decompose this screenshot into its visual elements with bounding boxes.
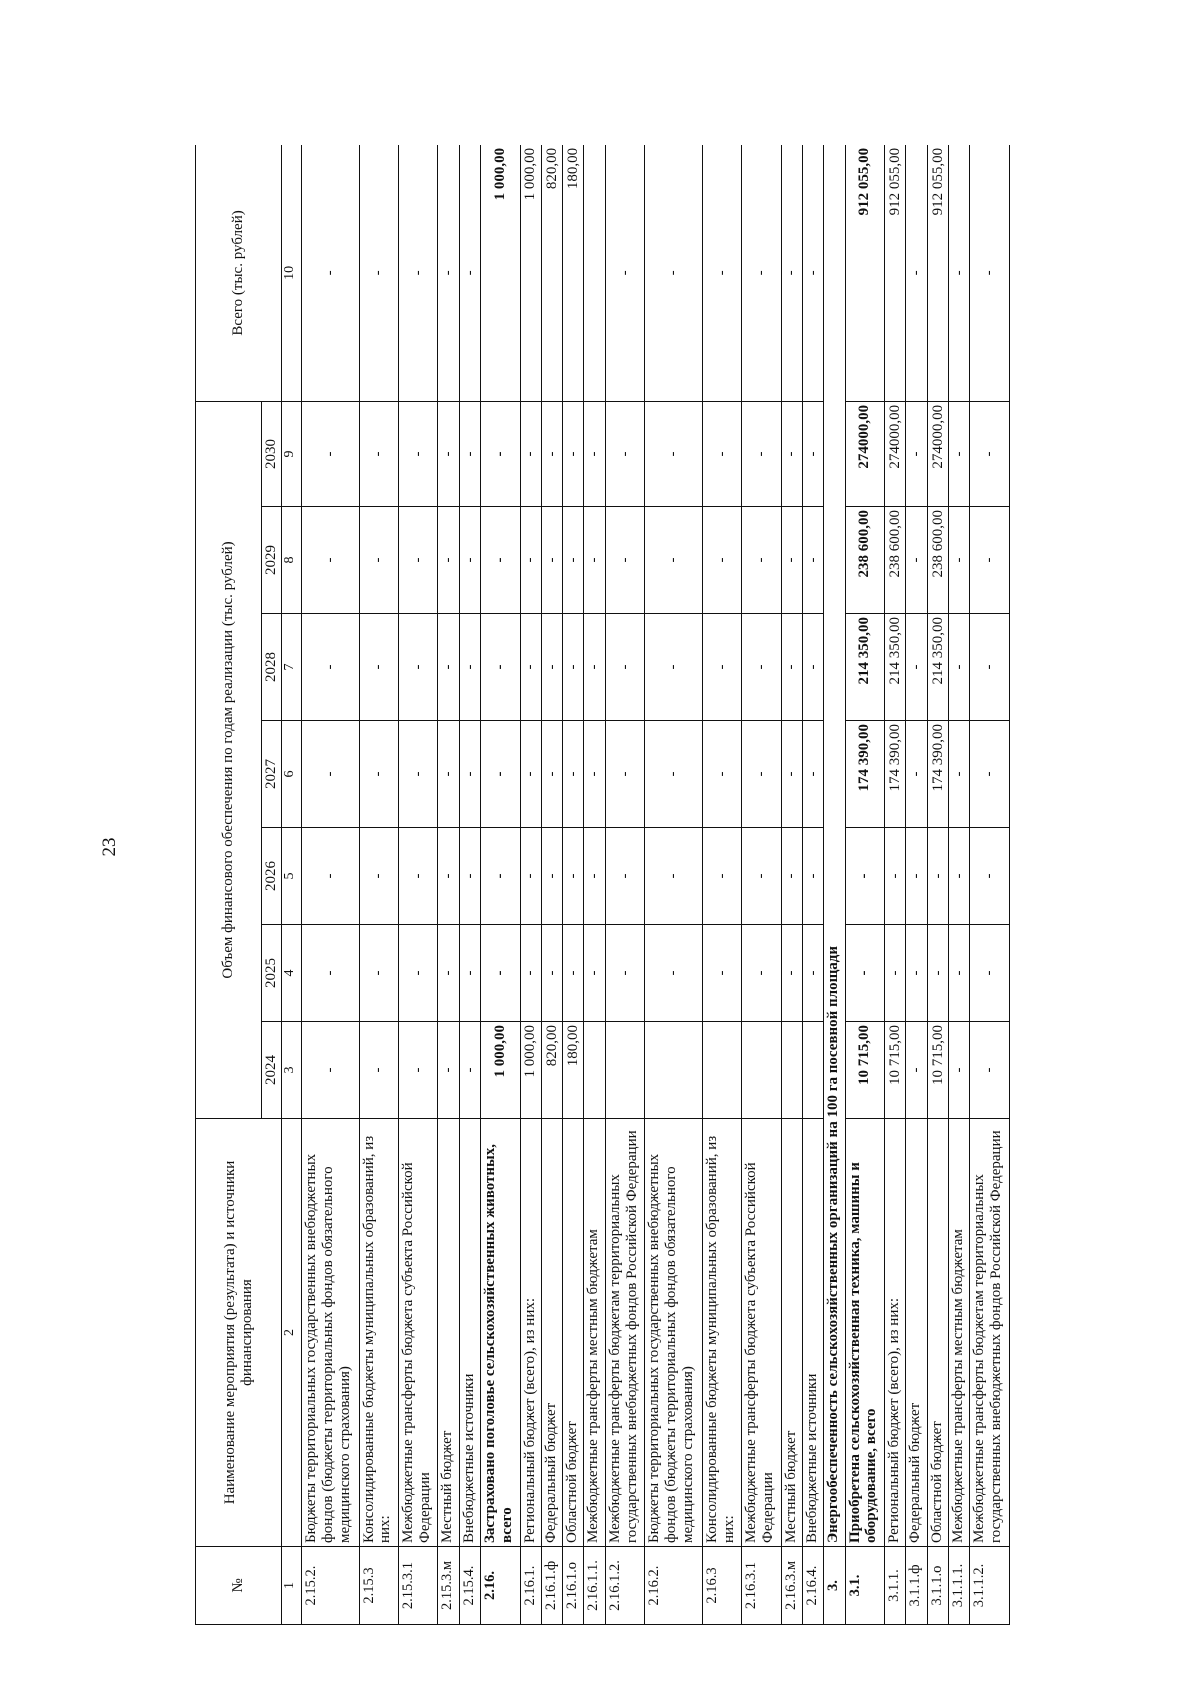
row-code: 2.15.3.м bbox=[438, 1547, 459, 1625]
header-year: 2025 bbox=[262, 925, 282, 1022]
year-value: - bbox=[481, 721, 520, 828]
row-code: 2.16.2. bbox=[645, 1547, 703, 1625]
year-value: - bbox=[802, 721, 823, 828]
total-value: - bbox=[702, 145, 741, 401]
year-value: - bbox=[645, 925, 703, 1022]
year-value: - bbox=[927, 925, 948, 1022]
header-total: Всего (тыс. рублей) bbox=[196, 145, 282, 401]
total-value: - bbox=[398, 145, 437, 401]
column-number: 10 bbox=[282, 145, 302, 401]
year-value: 180,00 bbox=[563, 1022, 584, 1119]
year-value: - bbox=[359, 614, 398, 721]
table-body bbox=[302, 145, 1010, 1625]
year-value: - bbox=[563, 721, 584, 828]
total-value: - bbox=[970, 145, 1010, 401]
year-value: - bbox=[584, 507, 605, 614]
year-value: - bbox=[906, 507, 927, 614]
row-name: Областной бюджет bbox=[563, 1119, 584, 1547]
year-value: - bbox=[645, 614, 703, 721]
row-code: 2.16.1.ф bbox=[541, 1547, 562, 1625]
column-number: 8 bbox=[282, 507, 302, 614]
row-code: 3.1.1.ф bbox=[906, 1547, 927, 1625]
year-value: - bbox=[541, 614, 562, 721]
total-value: - bbox=[949, 145, 970, 401]
table-row bbox=[481, 145, 520, 1625]
year-value: - bbox=[605, 507, 644, 614]
column-number: 3 bbox=[282, 1022, 302, 1119]
year-value: - bbox=[359, 925, 398, 1022]
year-value: - bbox=[563, 401, 584, 506]
year-value: - bbox=[906, 1022, 927, 1119]
year-value bbox=[605, 1022, 644, 1119]
total-value: - bbox=[906, 145, 927, 401]
row-name: Застраховано поголовье сельскохозяйственных животных, всего bbox=[481, 1119, 520, 1547]
row-code: 2.16.1.о bbox=[563, 1547, 584, 1625]
total-value: 912 055,00 bbox=[885, 145, 906, 401]
year-value: - bbox=[742, 828, 781, 925]
year-value: 214 350,00 bbox=[927, 614, 948, 721]
year-value bbox=[742, 1022, 781, 1119]
row-code: 2.15.4. bbox=[459, 1547, 480, 1625]
year-value: - bbox=[742, 614, 781, 721]
table-row bbox=[359, 145, 398, 1625]
year-value bbox=[702, 1022, 741, 1119]
year-value: 10 715,00 bbox=[845, 1022, 884, 1119]
row-name: Межбюджетные трансферты бюджетам территориальных государственных внебюджетных фондов Российской Федерации bbox=[605, 1119, 644, 1547]
year-value: - bbox=[906, 828, 927, 925]
year-value: - bbox=[781, 614, 802, 721]
table-row bbox=[949, 145, 970, 1625]
row-name: Местный бюджет bbox=[781, 1119, 802, 1547]
year-value: - bbox=[742, 507, 781, 614]
year-value: - bbox=[949, 925, 970, 1022]
row-code: 3.1.1.1. bbox=[949, 1547, 970, 1625]
year-value: - bbox=[927, 828, 948, 925]
column-number: 4 bbox=[282, 925, 302, 1022]
header-year: 2030 bbox=[262, 401, 282, 506]
year-value: - bbox=[906, 401, 927, 506]
column-number: 5 bbox=[282, 828, 302, 925]
year-value: 214 350,00 bbox=[845, 614, 884, 721]
total-value: - bbox=[438, 145, 459, 401]
total-value: 912 055,00 bbox=[845, 145, 884, 401]
year-value: 10 715,00 bbox=[927, 1022, 948, 1119]
table-row bbox=[802, 145, 823, 1625]
year-value: - bbox=[459, 507, 480, 614]
year-value: - bbox=[520, 925, 541, 1022]
row-name: Бюджеты территориальных государственных внебюджетных фондов (бюджеты территориальных фондов обязательного медицинского страхования) bbox=[645, 1119, 703, 1547]
year-value: - bbox=[742, 721, 781, 828]
year-value: - bbox=[949, 721, 970, 828]
year-value: - bbox=[438, 925, 459, 1022]
year-value: - bbox=[302, 925, 360, 1022]
year-value: - bbox=[438, 401, 459, 506]
year-value: - bbox=[702, 401, 741, 506]
year-value: - bbox=[481, 401, 520, 506]
table-row bbox=[520, 145, 541, 1625]
year-value: - bbox=[398, 614, 437, 721]
year-value: - bbox=[438, 614, 459, 721]
table-rotator bbox=[195, 145, 1010, 1625]
year-value: 274000,00 bbox=[885, 401, 906, 506]
year-value: - bbox=[563, 507, 584, 614]
year-value: 238 600,00 bbox=[927, 507, 948, 614]
year-value: - bbox=[398, 401, 437, 506]
section-title: Энергообеспеченность сельскохозяйственных организаций на 100 га посевной площади bbox=[824, 145, 845, 1547]
year-value: - bbox=[781, 721, 802, 828]
year-value: - bbox=[584, 721, 605, 828]
row-code: 2.16.3 bbox=[702, 1547, 741, 1625]
row-code: 3.1.1.о bbox=[927, 1547, 948, 1625]
table-row bbox=[845, 145, 884, 1625]
year-value: 10 715,00 bbox=[885, 1022, 906, 1119]
year-value: 174 390,00 bbox=[885, 721, 906, 828]
table-row bbox=[438, 145, 459, 1625]
total-value: 1 000,00 bbox=[481, 145, 520, 401]
total-value: 1 000,00 bbox=[520, 145, 541, 401]
year-value: - bbox=[970, 925, 1010, 1022]
year-value: - bbox=[802, 401, 823, 506]
year-value: - bbox=[398, 828, 437, 925]
column-number: 1 bbox=[282, 1547, 302, 1625]
total-value: - bbox=[605, 145, 644, 401]
row-code: 2.16.3.м bbox=[781, 1547, 802, 1625]
year-value: - bbox=[459, 925, 480, 1022]
year-value bbox=[584, 1022, 605, 1119]
row-name: Межбюджетные трансферты местным бюджетам bbox=[584, 1119, 605, 1547]
year-value: - bbox=[702, 828, 741, 925]
year-value: - bbox=[302, 507, 360, 614]
year-value: - bbox=[885, 925, 906, 1022]
row-code: 3.1.1. bbox=[885, 1547, 906, 1625]
year-value: - bbox=[359, 721, 398, 828]
year-value: - bbox=[949, 614, 970, 721]
year-value: - bbox=[885, 828, 906, 925]
year-value: - bbox=[541, 925, 562, 1022]
year-value: - bbox=[605, 828, 644, 925]
year-value: - bbox=[481, 925, 520, 1022]
year-value: - bbox=[438, 1022, 459, 1119]
year-value: - bbox=[459, 721, 480, 828]
table-row bbox=[459, 145, 480, 1625]
year-value: - bbox=[845, 925, 884, 1022]
year-value: - bbox=[906, 614, 927, 721]
row-code: 2.15.2. bbox=[302, 1547, 360, 1625]
year-value: 1 000,00 bbox=[481, 1022, 520, 1119]
year-value: - bbox=[302, 828, 360, 925]
year-value: - bbox=[302, 401, 360, 506]
total-value: - bbox=[781, 145, 802, 401]
year-value: - bbox=[359, 828, 398, 925]
year-value: - bbox=[302, 614, 360, 721]
row-name: Межбюджетные трансферты бюджета субъекта Российской Федерации bbox=[742, 1119, 781, 1547]
year-value: - bbox=[970, 507, 1010, 614]
year-value: - bbox=[781, 507, 802, 614]
year-value: - bbox=[970, 614, 1010, 721]
year-value: - bbox=[563, 614, 584, 721]
year-value: - bbox=[605, 614, 644, 721]
table-row bbox=[702, 145, 741, 1625]
year-value: - bbox=[605, 401, 644, 506]
table-row bbox=[970, 145, 1010, 1625]
year-value: - bbox=[459, 1022, 480, 1119]
year-value: - bbox=[702, 925, 741, 1022]
year-value: - bbox=[645, 828, 703, 925]
year-value: - bbox=[459, 401, 480, 506]
section-row bbox=[824, 145, 845, 1625]
row-code: 2.16.1. bbox=[520, 1547, 541, 1625]
row-name: Федеральный бюджет bbox=[541, 1119, 562, 1547]
year-value: - bbox=[438, 828, 459, 925]
header-volume: Объем финансового обеспечения по годам реализации (тыс. рублей) bbox=[196, 401, 262, 1118]
year-value: - bbox=[781, 401, 802, 506]
year-value: - bbox=[802, 507, 823, 614]
year-value: - bbox=[398, 1022, 437, 1119]
total-value: - bbox=[459, 145, 480, 401]
year-value: - bbox=[520, 721, 541, 828]
year-value: - bbox=[906, 925, 927, 1022]
table-row bbox=[781, 145, 802, 1625]
row-name: Внебюджетные источники bbox=[459, 1119, 480, 1547]
row-name: Внебюджетные источники bbox=[802, 1119, 823, 1547]
year-value: - bbox=[845, 828, 884, 925]
year-value: - bbox=[702, 614, 741, 721]
year-value: - bbox=[481, 828, 520, 925]
year-value: - bbox=[302, 721, 360, 828]
total-value: 180,00 bbox=[563, 145, 584, 401]
table-row bbox=[605, 145, 644, 1625]
year-value: - bbox=[645, 401, 703, 506]
column-number: 7 bbox=[282, 614, 302, 721]
year-value: 174 390,00 bbox=[927, 721, 948, 828]
total-value: - bbox=[645, 145, 703, 401]
year-value: - bbox=[584, 828, 605, 925]
year-value: - bbox=[702, 507, 741, 614]
year-value: - bbox=[438, 721, 459, 828]
year-value: - bbox=[398, 721, 437, 828]
row-code: 2.16.1.2. bbox=[605, 1547, 644, 1625]
total-value: - bbox=[742, 145, 781, 401]
row-name: Межбюджетные трансферты бюджета субъекта Российской Федерации bbox=[398, 1119, 437, 1547]
year-value: - bbox=[398, 925, 437, 1022]
year-value: - bbox=[359, 401, 398, 506]
year-value: - bbox=[481, 614, 520, 721]
row-name: Федеральный бюджет bbox=[906, 1119, 927, 1547]
table-row bbox=[645, 145, 703, 1625]
year-value: - bbox=[481, 507, 520, 614]
row-code: 2.16.4. bbox=[802, 1547, 823, 1625]
table-row bbox=[302, 145, 360, 1625]
year-value: 820,00 bbox=[541, 1022, 562, 1119]
year-value: - bbox=[459, 614, 480, 721]
column-number: 9 bbox=[282, 401, 302, 506]
row-name: Местный бюджет bbox=[438, 1119, 459, 1547]
year-value: - bbox=[781, 828, 802, 925]
year-value: - bbox=[949, 507, 970, 614]
row-code: 2.16.1.1. bbox=[584, 1547, 605, 1625]
year-value: - bbox=[541, 721, 562, 828]
year-value: - bbox=[584, 925, 605, 1022]
year-value: - bbox=[520, 401, 541, 506]
row-code: 3.1.1.2. bbox=[970, 1547, 1010, 1625]
year-value: - bbox=[949, 828, 970, 925]
table-row bbox=[584, 145, 605, 1625]
year-value: - bbox=[802, 614, 823, 721]
header-year: 2024 bbox=[262, 1022, 282, 1119]
year-value: 274000,00 bbox=[927, 401, 948, 506]
row-name: Региональный бюджет (всего), из них: bbox=[885, 1119, 906, 1547]
header-name: Наименование мероприятия (результата) и источники финансирования bbox=[196, 1119, 282, 1547]
year-value: - bbox=[802, 828, 823, 925]
year-value: - bbox=[541, 507, 562, 614]
year-value: - bbox=[970, 401, 1010, 506]
header-year: 2029 bbox=[262, 507, 282, 614]
row-name: Бюджеты территориальных государственных внебюджетных фондов (бюджеты территориальных фондов обязательного медицинского страхования) bbox=[302, 1119, 360, 1547]
header-year: 2027 bbox=[262, 721, 282, 828]
year-value: 274000,00 bbox=[845, 401, 884, 506]
year-value: - bbox=[398, 507, 437, 614]
year-value: 238 600,00 bbox=[845, 507, 884, 614]
row-code: 3.1. bbox=[845, 1547, 884, 1625]
row-name: Региональный бюджет (всего), из них: bbox=[520, 1119, 541, 1547]
year-value: - bbox=[359, 1022, 398, 1119]
year-value: - bbox=[520, 828, 541, 925]
table-row bbox=[906, 145, 927, 1625]
row-code: 2.16. bbox=[481, 1547, 520, 1625]
row-name: Консолидированные бюджеты муниципальных образований, из них: bbox=[702, 1119, 741, 1547]
year-value: - bbox=[605, 925, 644, 1022]
year-value bbox=[645, 1022, 703, 1119]
year-value: - bbox=[302, 1022, 360, 1119]
year-value: - bbox=[459, 828, 480, 925]
year-value: - bbox=[645, 507, 703, 614]
header-year: 2026 bbox=[262, 828, 282, 925]
column-number: 6 bbox=[282, 721, 302, 828]
table-row bbox=[563, 145, 584, 1625]
row-code: 2.15.3 bbox=[359, 1547, 398, 1625]
year-value: - bbox=[563, 925, 584, 1022]
table-header bbox=[196, 145, 302, 1625]
year-value: - bbox=[906, 721, 927, 828]
year-value: 238 600,00 bbox=[885, 507, 906, 614]
total-value: - bbox=[359, 145, 398, 401]
table-row bbox=[742, 145, 781, 1625]
year-value: - bbox=[949, 1022, 970, 1119]
year-value: 214 350,00 bbox=[885, 614, 906, 721]
year-value: - bbox=[949, 401, 970, 506]
year-value: - bbox=[802, 925, 823, 1022]
year-value: - bbox=[970, 828, 1010, 925]
header-no: № bbox=[196, 1547, 282, 1625]
table-row bbox=[927, 145, 948, 1625]
row-name: Межбюджетные трансферты бюджетам территориальных государственных внебюджетных фондов Российской Федерации bbox=[970, 1119, 1010, 1547]
year-value: - bbox=[438, 507, 459, 614]
year-value: 174 390,00 bbox=[845, 721, 884, 828]
year-value: - bbox=[520, 507, 541, 614]
year-value: 1 000,00 bbox=[520, 1022, 541, 1119]
year-value: - bbox=[645, 721, 703, 828]
year-value: - bbox=[584, 614, 605, 721]
row-code: 2.15.3.1 bbox=[398, 1547, 437, 1625]
page-number: 23 bbox=[99, 837, 120, 857]
table-row bbox=[885, 145, 906, 1625]
year-value: - bbox=[541, 401, 562, 506]
column-number: 2 bbox=[282, 1119, 302, 1547]
year-value: - bbox=[742, 925, 781, 1022]
year-value: - bbox=[520, 614, 541, 721]
table-row bbox=[541, 145, 562, 1625]
year-value: - bbox=[584, 401, 605, 506]
year-value: - bbox=[702, 721, 741, 828]
total-value: 820,00 bbox=[541, 145, 562, 401]
year-value: - bbox=[563, 828, 584, 925]
year-value: - bbox=[605, 721, 644, 828]
total-value bbox=[584, 145, 605, 401]
financing-table bbox=[195, 145, 1010, 1625]
row-code: 3. bbox=[824, 1547, 845, 1625]
year-value: - bbox=[359, 507, 398, 614]
year-value: - bbox=[781, 925, 802, 1022]
total-value: 912 055,00 bbox=[927, 145, 948, 401]
header-year: 2028 bbox=[262, 614, 282, 721]
year-value bbox=[802, 1022, 823, 1119]
row-name: Приобретена сельскохозяйственная техника, машины и оборудование, всего bbox=[845, 1119, 884, 1547]
table-row bbox=[398, 145, 437, 1625]
row-name: Межбюджетные трансферты местным бюджетам bbox=[949, 1119, 970, 1547]
year-value: - bbox=[742, 401, 781, 506]
document-sheet bbox=[195, 145, 1010, 1625]
year-value bbox=[781, 1022, 802, 1119]
row-name: Консолидированные бюджеты муниципальных образований, из них: bbox=[359, 1119, 398, 1547]
year-value: - bbox=[541, 828, 562, 925]
total-value: - bbox=[802, 145, 823, 401]
row-name: Областной бюджет bbox=[927, 1119, 948, 1547]
year-value: - bbox=[970, 1022, 1010, 1119]
year-value: - bbox=[970, 721, 1010, 828]
total-value: - bbox=[302, 145, 360, 401]
row-code: 2.16.3.1 bbox=[742, 1547, 781, 1625]
